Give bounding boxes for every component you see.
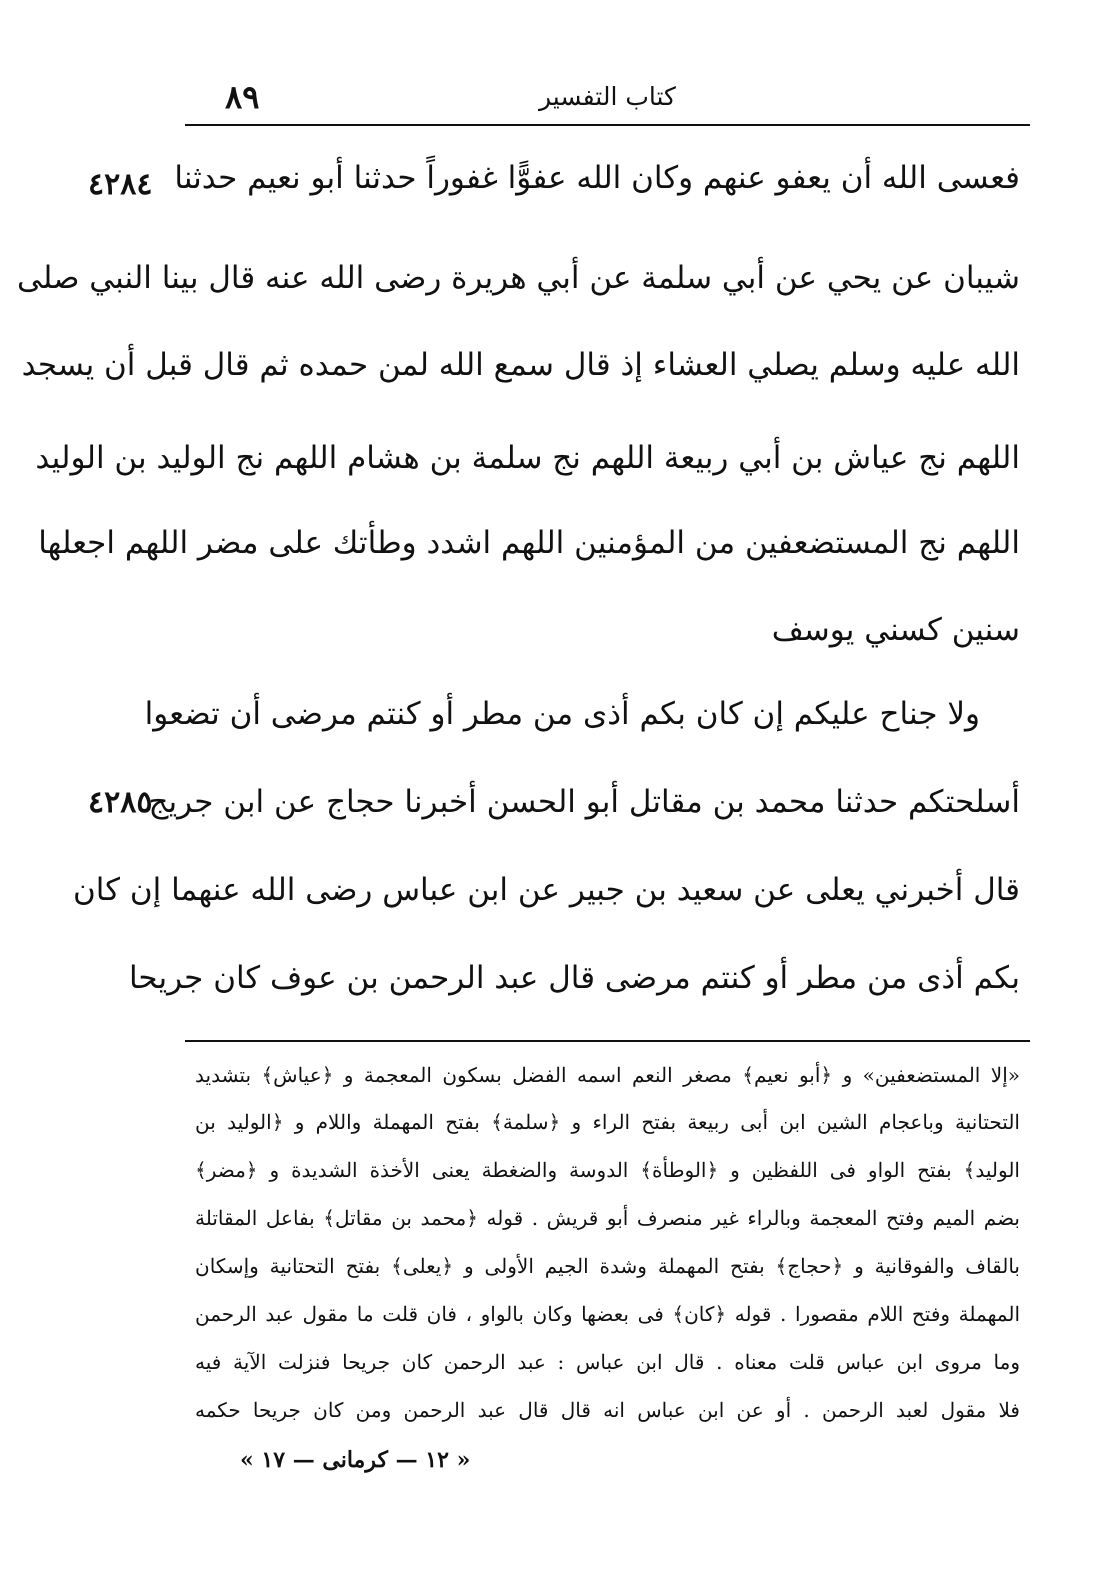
chapter-title: كتاب التفسير xyxy=(539,82,676,111)
running-header xyxy=(185,78,1030,124)
header-rule xyxy=(185,124,1030,126)
footnote-line-4: بضم الميم وفتح المعجمة وبالراء غير منصرف أبو قريش . قوله ﴿محمد بن مقاتل﴾ بفاعل المقاتلة xyxy=(195,1206,1020,1230)
main-text-line-10: بكم أذى من مطر أو كنتم مرضى قال عبد الرحمن بن عوف كان جريحا xyxy=(128,960,1020,996)
main-text-line-9: قال أخبرني يعلى عن سعيد بن جبير عن ابن عباس رضى الله عنهما إن كان xyxy=(73,872,1020,908)
verse-line: ولا جناح عليكم إن كان بكم أذى من مطر أو كنتم مرضى أن تضعوا xyxy=(144,696,980,732)
footnote-line-5: بالقاف والفوقانية و ﴿حجاج﴾ بفتح المهملة وشدة الجيم الأولى و ﴿يعلى﴾ بفتح التحتانية وإسكان xyxy=(195,1254,1020,1278)
footnote-rule xyxy=(185,1040,1030,1042)
footnote-line-7: وما مروى ابن عباس قلت معناه . قال ابن عباس : عبد الرحمن كان جريحا فنزلت الآية فيه xyxy=(195,1350,1020,1374)
main-text-line-4: اللهم نج عياش بن أبي ربيعة اللهم نج سلمة بن هشام اللهم نج الوليد بن الوليد xyxy=(35,440,1020,476)
printer-signature: « ١٢ — كرمانى — ١٧ » xyxy=(240,1447,471,1473)
main-text-line-8: أسلحتكم حدثنا محمد بن مقاتل أبو الحسن أخبرنا حجاج عن ابن جريج xyxy=(148,784,1020,820)
main-text-line-6: سنين كسني يوسف xyxy=(771,612,1020,648)
main-text-line-1: فعسى الله أن يعفو عنهم وكان الله عفوًّا غفوراً حدثنا أبو نعيم حدثنا xyxy=(174,160,1020,196)
footnote-line-8: فلا مقول لعبد الرحمن . أو عن ابن عباس انه قال قال عبد الرحمن ومن كان جريحا حكمه xyxy=(195,1398,1020,1422)
footnote-line-1: «إلا المستضعفين» و ﴿أبو نعيم﴾ مصغر النعم اسمه الفضل بسكون المعجمة و ﴿عياش﴾ بتشديد xyxy=(195,1063,1020,1087)
footnote-line-2: التحتانية وباعجام الشين ابن أبى ربيعة بفتح الراء و ﴿سلمة﴾ بفتح المهملة واللام و ﴿الوليد بن xyxy=(195,1110,1020,1134)
footnote-line-6: المهملة وفتح اللام مقصورا . قوله ﴿كان﴾ فى بعضها وكان بالواو ، فان قلت ما مقول عبد الرحمن xyxy=(195,1302,1020,1326)
hadith-number-4284: ٤٢٨٤ xyxy=(88,167,153,202)
main-text-line-2: شيبان عن يحي عن أبي سلمة عن أبي هريرة رضى الله عنه قال بينا النبي صلى xyxy=(17,260,1020,296)
main-text-line-3: الله عليه وسلم يصلي العشاء إذ قال سمع الله لمن حمده ثم قال قبل أن يسجد xyxy=(21,347,1020,383)
main-text-line-5: اللهم نج المستضعفين من المؤمنين اللهم اشدد وطأتك على مضر اللهم اجعلها xyxy=(38,525,1020,561)
page-number: ٨٩ xyxy=(225,78,260,116)
footnote-line-3: الوليد﴾ بفتح الواو فى اللفظين و ﴿الوطأة﴾ الدوسة والضغطة يعنى الأخذة الشديدة و ﴿مضر﴾ xyxy=(195,1158,1020,1182)
hadith-number-4285: ٤٢٨٥ xyxy=(88,785,153,820)
